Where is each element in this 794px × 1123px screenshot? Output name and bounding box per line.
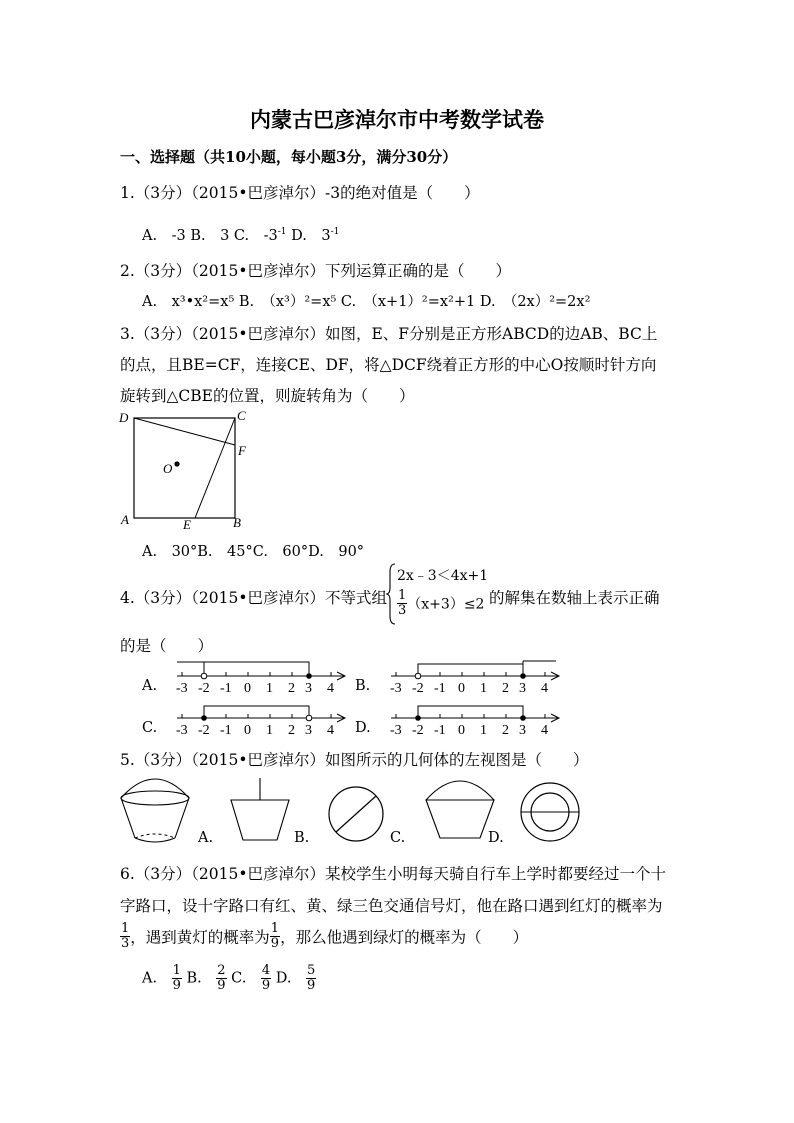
q6-options bbox=[142, 964, 316, 993]
q3-options: A. 30°B. 45°C. 60°D. 90° bbox=[142, 544, 365, 560]
label-f: F bbox=[238, 443, 246, 458]
q6-option-d-label: D. bbox=[275, 970, 292, 987]
q3-line3: 旋转到△CBE的位置，则旋转角为（ ） bbox=[120, 387, 415, 405]
svg-text:4: 4 bbox=[541, 681, 548, 696]
svg-text:-2: -2 bbox=[412, 681, 424, 696]
svg-text:-1: -1 bbox=[220, 723, 232, 738]
q1-options bbox=[142, 224, 339, 245]
q5-option-a-figure bbox=[225, 776, 295, 846]
q5-option-b-figure bbox=[326, 784, 388, 846]
label-d: D bbox=[119, 410, 129, 425]
q6-line1: 6.（3分）（2015•巴彦淖尔）某校学生小明每天骑自行车上学时都要经过一个十 bbox=[120, 865, 666, 883]
svg-text:-1: -1 bbox=[434, 723, 446, 738]
svg-text:0: 0 bbox=[458, 681, 465, 696]
q2-options: A. x³•x²=x⁵ B. （x³）²=x⁵ C. （x+1）²=x²+1 D. （2x）²=2x² bbox=[142, 294, 591, 310]
q4-brace bbox=[386, 562, 396, 626]
svg-text:0: 0 bbox=[458, 723, 465, 738]
q6-option-c-label: C. bbox=[231, 970, 247, 987]
q6-option-d-fraction: $\frac{5}{9}$ bbox=[306, 963, 316, 993]
svg-text:-2: -2 bbox=[198, 681, 210, 696]
svg-text:1: 1 bbox=[480, 723, 487, 738]
q1-option-d: D. 3 bbox=[286, 228, 331, 244]
q4-numberline-d bbox=[384, 698, 564, 738]
q6-end-text: ，那么他遇到绿灯的概率为（ ） bbox=[280, 928, 529, 947]
q4-option-a-label: A. bbox=[142, 678, 158, 694]
segment-ce bbox=[195, 418, 235, 518]
svg-text:-2: -2 bbox=[412, 723, 424, 738]
svg-text:1: 1 bbox=[266, 681, 273, 696]
svg-text:-3: -3 bbox=[390, 723, 402, 738]
q4-option-c-label: C. bbox=[142, 720, 158, 736]
q4-line2: 的是（ ） bbox=[120, 637, 214, 655]
q4-fraction-one-third bbox=[397, 589, 407, 618]
svg-text:2: 2 bbox=[502, 723, 509, 738]
svg-text:-1: -1 bbox=[220, 681, 232, 696]
q3-square-figure bbox=[115, 405, 255, 533]
q5-option-d-figure bbox=[518, 780, 584, 846]
svg-text:4: 4 bbox=[541, 723, 548, 738]
q1-d-exponent: -1 bbox=[330, 227, 340, 238]
svg-text:4: 4 bbox=[327, 681, 334, 696]
section-heading: 一、选择题（共10小题，每小题3分，满分30分） bbox=[120, 148, 458, 166]
page-title: 内蒙古巴彦淖尔市中考数学试卷 bbox=[250, 107, 544, 132]
q5-option-a-label: A. bbox=[198, 830, 214, 846]
q1-stem: 1.（3分）（2015•巴彦淖尔）-3的绝对值是（ ） bbox=[120, 184, 480, 202]
svg-text:2: 2 bbox=[288, 681, 295, 696]
svg-text:1: 1 bbox=[480, 681, 487, 696]
svg-text:-3: -3 bbox=[176, 723, 188, 738]
square-abcd bbox=[134, 418, 235, 518]
q5-option-b-label: B. bbox=[294, 830, 310, 846]
q6-option-c-fraction: $\frac{4}{9}$ bbox=[261, 963, 271, 993]
svg-text:2: 2 bbox=[502, 681, 509, 696]
q2-stem: 2.（3分）（2015•巴彦淖尔）下列运算正确的是（ ） bbox=[120, 262, 511, 280]
tick-labels bbox=[176, 681, 334, 696]
label-a: A bbox=[121, 512, 129, 527]
q4-frac-den: 3 bbox=[398, 603, 407, 618]
q6-fraction-red: $\frac{1}{3}$ bbox=[121, 921, 130, 951]
q4-option-b-label: B. bbox=[355, 678, 371, 694]
q6-fraction-yellow: $\frac{1}{9}$ bbox=[270, 921, 280, 951]
svg-text:0: 0 bbox=[244, 723, 251, 738]
label-c: C bbox=[237, 408, 246, 423]
q6-option-b-label: B. bbox=[186, 970, 202, 987]
q4-inequality-1: 2x﹣3＜4x+1 bbox=[397, 568, 489, 584]
q4-suffix: 的解集在数轴上表示正确 bbox=[489, 589, 660, 607]
q3-line2: 的点，且BE=CF，连接CE、DF，将△DCF绕着正方形的中心O按顺时针方向 bbox=[120, 356, 657, 374]
svg-text:3: 3 bbox=[519, 681, 526, 696]
segment-df bbox=[134, 418, 235, 445]
q3-line1: 3.（3分）（2015•巴彦淖尔）如图，E、F分别是正方形ABCD的边AB、BC上 bbox=[120, 325, 658, 343]
q6-mid-text: ，遇到黄灯的概率为 bbox=[130, 928, 270, 947]
q6-line3 bbox=[120, 922, 528, 951]
q6-option-a-fraction: $\frac{1}{9}$ bbox=[172, 963, 181, 993]
q4-inequality-2 bbox=[397, 589, 484, 618]
svg-text:3: 3 bbox=[305, 723, 312, 738]
svg-text:-2: -2 bbox=[198, 723, 210, 738]
q5-option-c-label: C. bbox=[390, 830, 406, 846]
svg-text:3: 3 bbox=[519, 723, 526, 738]
svg-text:-1: -1 bbox=[434, 681, 446, 696]
label-o: O bbox=[163, 461, 173, 476]
q1-c-exponent: -1 bbox=[277, 227, 287, 238]
q4-numberline-a bbox=[170, 656, 350, 696]
svg-text:2: 2 bbox=[288, 723, 295, 738]
q4-frac-num: 1 bbox=[398, 588, 407, 603]
svg-text:-3: -3 bbox=[390, 681, 402, 696]
q4-numberline-b bbox=[384, 656, 564, 696]
q6-line2: 字路口，设十字路口有红、黄、绿三色交通信号灯，他在路口遇到红灯的概率为 bbox=[120, 897, 663, 915]
label-e: E bbox=[183, 517, 191, 532]
center-point-o bbox=[174, 461, 179, 466]
q6-option-b-fraction: $\frac{2}{9}$ bbox=[217, 963, 226, 993]
q5-option-d-label: D. bbox=[488, 830, 504, 846]
q6-option-a-label: A. bbox=[142, 970, 158, 987]
svg-text:0: 0 bbox=[244, 681, 251, 696]
svg-text:1: 1 bbox=[266, 723, 273, 738]
q1-option-abc: A. -3 B. 3 C. -3 bbox=[142, 228, 278, 244]
q4-option-d-label: D. bbox=[355, 720, 371, 736]
svg-text:-3: -3 bbox=[176, 681, 188, 696]
svg-text:4: 4 bbox=[327, 723, 334, 738]
q4-numberline-c bbox=[170, 698, 350, 738]
q5-solid-figure bbox=[115, 774, 195, 846]
q4-inequality-2-rest: （x+3）≤2 bbox=[407, 596, 485, 613]
label-b: B bbox=[233, 515, 241, 530]
svg-text:3: 3 bbox=[305, 681, 312, 696]
q5-stem: 5.（3分）（2015•巴彦淖尔）如图所示的几何体的左视图是（ ） bbox=[120, 751, 589, 769]
q4-prefix: 4.（3分）（2015•巴彦淖尔）不等式组 bbox=[120, 589, 387, 607]
